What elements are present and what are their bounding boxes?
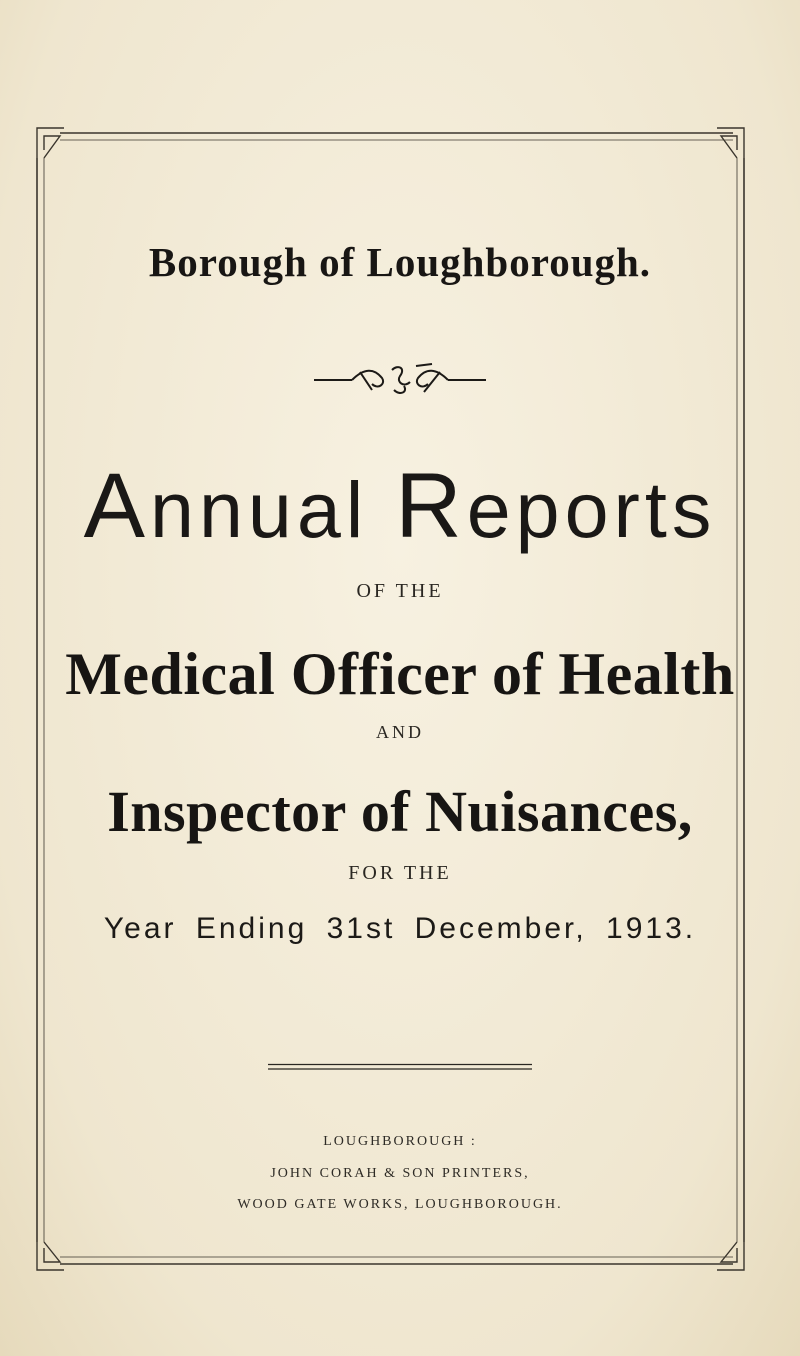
decorative-flourish-icon	[312, 360, 488, 400]
and-text: AND	[376, 722, 424, 742]
heading-initial-r: R	[395, 455, 467, 557]
divider-rule	[268, 1063, 532, 1071]
for-the-text: FOR THE	[348, 862, 452, 884]
printer-place: LOUGHBOROUGH :	[323, 1134, 477, 1149]
printer-works: WOOD GATE WORKS, LOUGHBOROUGH.	[237, 1197, 563, 1212]
medical-officer-title: Medical Officer of Health	[65, 641, 735, 707]
annual-reports-heading	[0, 455, 800, 557]
printer-name: JOHN CORAH & SON PRINTERS,	[270, 1166, 530, 1181]
heading-word-reports: eports	[466, 465, 717, 554]
inspector-title: Inspector of Nuisances,	[107, 779, 693, 844]
heading-initial-a: A	[83, 455, 151, 557]
year-ending-line: Year Ending 31st December, 1913.	[103, 912, 697, 945]
borough-title: Borough of Loughborough.	[148, 239, 652, 285]
of-the-text: OF THE	[356, 580, 444, 602]
heading-word-annual: nnual	[150, 465, 369, 554]
